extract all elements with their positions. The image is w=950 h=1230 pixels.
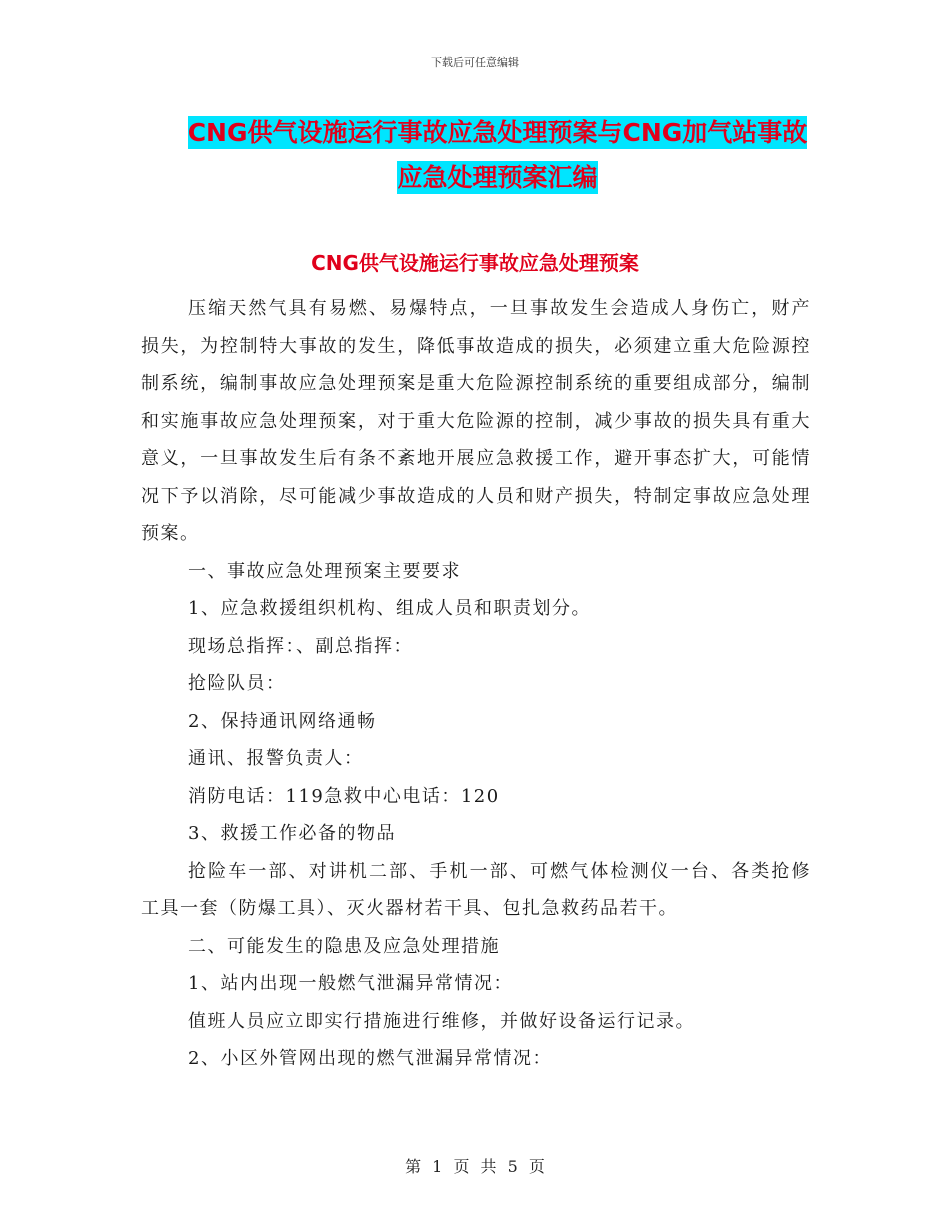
document-title [100,110,895,200]
header-note: 下载后可任意编辑 [431,56,519,69]
paragraph: 抢险队员： [188,673,286,694]
paragraph: 二、可能发生的隐患及应急处理措施 [188,935,500,957]
paragraph: 通讯、报警负责人： [188,748,364,769]
document-body [141,290,811,1078]
paragraph: 3、救援工作必备的物品 [188,823,396,844]
paragraph: 1、站内出现一般燃气泄漏异常情况： [188,973,513,994]
page-footer: 第 1 页 共 5 页 [405,1157,545,1176]
paragraph: 一、事故应急处理预案主要要求 [188,560,461,582]
document-title-line-1: CNG供气设施运行事故应急处理预案与CNG加气站事故 [187,118,808,147]
paragraph: 值班人员应立即实行措施进行维修，并做好设备运行记录。 [188,1010,695,1032]
paragraph: 1、应急救援组织机构、组成人员和职责划分。 [188,598,591,619]
paragraph: 抢险车一部、对讲机二部、手机一部、可燃气体检测仪一台、各类抢修工具一套（防爆工具）、灭火器材若干具、包扎急救药品若干。 [141,860,811,919]
paragraph: 现场总指挥：、副总指挥： [188,635,413,657]
paragraph: 2、保持通讯网络通畅 [188,710,377,732]
section-title: CNG供气设施运行事故应急处理预案 [311,251,639,275]
paragraph: 2、小区外管网出现的燃气泄漏异常情况： [188,1048,552,1069]
paragraph: 消防电话：119急救中心电话：120 [188,785,500,807]
document-title-line-2: 应急处理预案汇编 [397,163,598,192]
paragraph: 压缩天然气具有易燃、易爆特点，一旦事故发生会造成人身伤亡，财产损失，为控制特大事故的发生，降低事故造成的损失，必须建立重大危险源控制系统，编制事故应急处理预案是重大危险源控制系统的重要组成部分，编制和实施事故应急处理预案，对于重大危险源的控制，减少事故的损失具有重大意义，一旦事故发生后有条不紊地开展应急救援工作，避开事态扩大，可能情况下予以消除，尽可能减少事故造成的人员和财产损失，特制定事故应急处理预案。 [141,298,811,544]
